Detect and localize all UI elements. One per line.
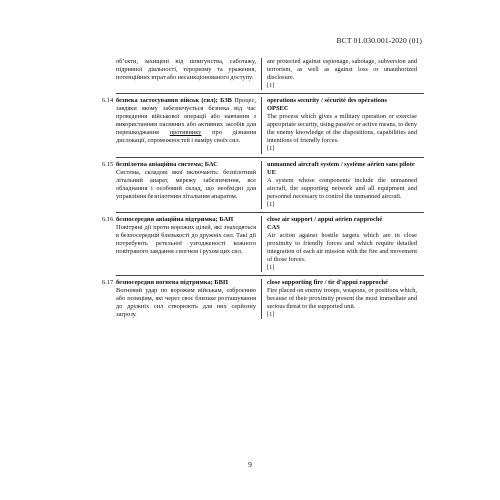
- term-number: 6.16: [102, 215, 114, 223]
- reference: [1]: [267, 82, 275, 90]
- reference: [1]: [267, 311, 275, 319]
- en-definition: Fire placed on enemy troops, weapons, or positions which, because of their proximity present the most immediate and serious threat to the supported unit.: [267, 287, 417, 311]
- uk-term: безпосередня авіаційна підтримка; БАП: [116, 215, 234, 223]
- en-definition: The process which gives a military operation or exercise appropriate security, using passive or active means, to deny the enemy knowledge of the dispositions, capabilities and intentions of friendly forces.: [267, 113, 417, 145]
- term-row: [102, 160, 424, 213]
- en-definition: are protected against espionage, sabotage, subversion and terrorism, as well as against loss or unauthorized disclosure.: [267, 58, 417, 82]
- uk-term: безпека застосування військ (сил); БЗВ: [116, 97, 232, 105]
- row-divider: [116, 157, 424, 158]
- en-term: close air support / appui aérien rapproché: [267, 215, 383, 223]
- en-term: operations security / sécurité des opérations: [267, 97, 387, 105]
- en-abbreviation: CAS: [267, 223, 280, 231]
- term-row-continuation: [116, 58, 424, 94]
- term-number: 6.15: [102, 160, 114, 168]
- en-definition: A system whose components include the unmanned aircraft, the supporting network and all equipment and personnel necessary to control the unmanned aircraft.: [267, 176, 417, 200]
- en-definition: Air action against hostile targets which are in close proximity to friendly forces and which require detailed integration of each air mission with the fire and movement of those forces.: [267, 231, 417, 264]
- term-number: 6.17: [102, 279, 114, 287]
- terms-table: [102, 58, 424, 319]
- uk-definition-end: про дізнання дислокації, спроможностей і наміру своїх сил.: [116, 129, 256, 145]
- term-number: 6.14: [102, 97, 114, 105]
- uk-entry: [116, 97, 256, 145]
- uk-definition: об’єкти, захищені від шпигунства, саботажу, підривної діяльності, тероризму та ураження, потенційних втрат або несанкціонованого доступу.: [116, 58, 256, 82]
- uk-term: безпілотна авіаційна система; БАС: [116, 160, 218, 168]
- term-row: [102, 279, 424, 319]
- reference: [1]: [267, 145, 275, 153]
- reference: [1]: [267, 264, 275, 272]
- en-term: close supporting fire / tir d’appui rapproché: [267, 279, 388, 287]
- row-divider: [116, 275, 424, 276]
- term-row: [102, 97, 424, 157]
- row-divider: [116, 93, 424, 94]
- reference: [1]: [267, 200, 275, 208]
- uk-definition: Повітряні дії проти ворожих цілей, які знаходяться в безпосередній близькості до дружніх сил. Такі дії потребують ретельної узгодженості кожного повітряного завдання з вогнем і рухом цих сил.: [116, 223, 256, 255]
- uk-definition: Процес, завдяки якому забезпечується безпека від час проведення військової операції або навчання з використанням пасивних або активних засобів для перешкоджання: [116, 97, 256, 137]
- page-number: 9: [248, 460, 252, 469]
- en-term: unmanned aircraft system / système aérien sans pilote: [267, 160, 415, 168]
- row-divider: [116, 212, 424, 213]
- document-header: ВСТ 01.030.001-2020 (01): [336, 36, 422, 45]
- uk-term: безпосередня вогнева підтримка; БВП: [116, 279, 228, 287]
- en-abbreviation: UE: [267, 168, 276, 176]
- uk-definition: Вогневий удар по ворожим військам, озброєнню або позиціям, які через своє близьке розташування до дружніх сил створюють для них серйозну загрозу.: [116, 287, 256, 319]
- en-abbreviation: OPSEC: [267, 105, 289, 113]
- uk-linked-term[interactable]: противнику: [169, 129, 202, 137]
- term-row: [102, 215, 424, 276]
- uk-definition: Система, складові якої включають: безпілотний літальний апарат, мережу забезпечення, все обладнання і особовий склад, що необхідні для управління безпілотним літальним апаратом.: [116, 168, 256, 200]
